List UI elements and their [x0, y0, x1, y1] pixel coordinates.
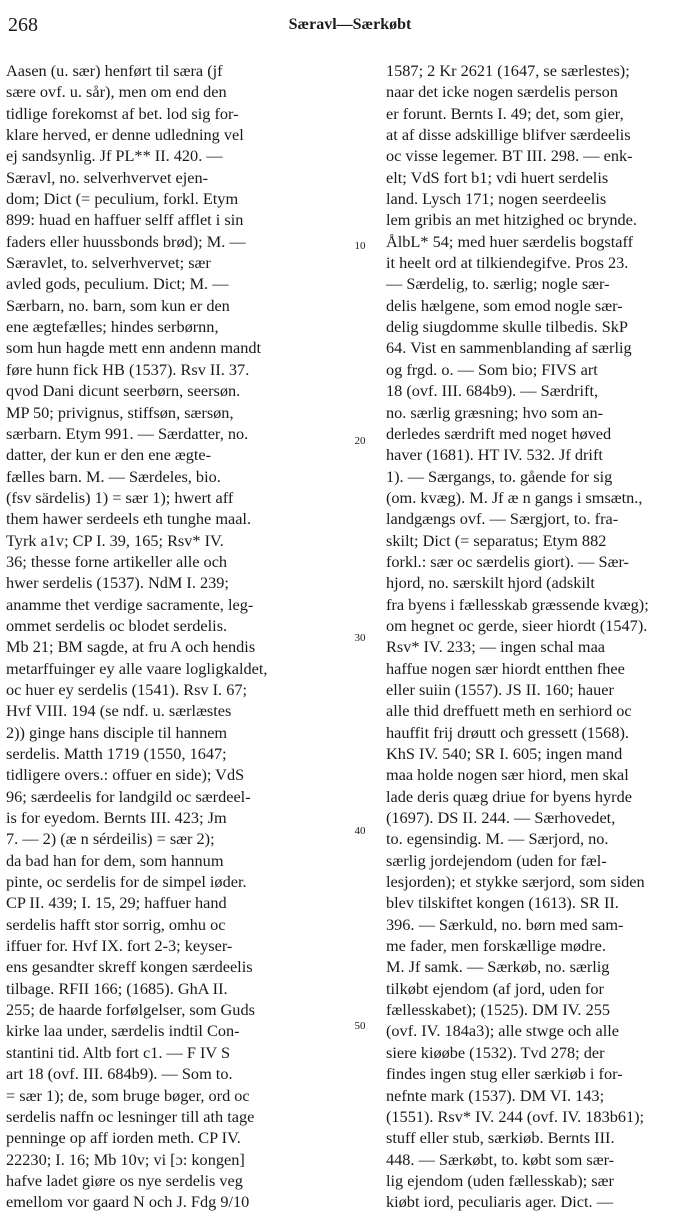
text-line: 899: huad en haffuer selff afflet i sin — [6, 210, 244, 230]
text-line: fra byens i fællesskab græssende kvæg); — [386, 594, 649, 614]
text-line: = sær 1); de, som bruge bøger, ord oc — [6, 1085, 250, 1105]
text-line: da bad han for dem, som hannum — [6, 850, 224, 870]
text-line: forkl.: sær oc særdelis giort). — Sær- — [386, 551, 629, 571]
text-line: KhS IV. 540; SR I. 605; ingen mand — [386, 744, 623, 763]
text-line: pinte, oc serdelis for de simpel iøder. — [6, 872, 247, 892]
text-line: at af disse adskillige blifver særdeelis — [386, 125, 631, 145]
text-line: Særbarn, no. barn, som kun er den — [6, 295, 230, 315]
text-line: dom; Dict (= peculium, forkl. Etym — [6, 189, 239, 209]
text-line: alle thid dreffuett meth en serhiord oc — [386, 701, 632, 721]
text-line: særbarn. Etym 991. — Særdatter, no. — [6, 423, 249, 443]
text-line: iffuer for. Hvf IX. fort 2-3; keyser- — [6, 936, 233, 956]
text-line: me fader, men forskællige mødre. — [386, 936, 606, 956]
text-line: findes ingen stug eller særkiøb i for- — [386, 1064, 623, 1084]
text-line: (om. kvæg). M. Jf æ n gangs i smsætn., — [386, 487, 643, 507]
text-line: it heelt ord at tilkiendegifve. Pros 23. — [386, 253, 629, 273]
text-line: delig siugdomme skulle tilbedis. SkP — [386, 317, 628, 337]
text-line: kiøbt iord, peculiaris ager. Dict. — — [386, 1192, 613, 1212]
text-line: penninge op aff iorden meth. CP IV. — [6, 1128, 241, 1148]
text-line: og frgd. o. — Som bio; FIVS art — [386, 359, 598, 379]
running-head: Særavl—Særkøbt — [288, 16, 412, 33]
text-line: lem gribis an met hitzighed oc brynde. — [386, 210, 637, 230]
text-line: lig ejendom (uden fællesskab); sær — [386, 1170, 614, 1190]
text-line: metarffuinger ey alle vaare logligkaldet, — [6, 658, 268, 678]
text-line: elt; VdS fort b1; vdi huert serdelis — [386, 167, 609, 187]
text-line: hafve ladet giøre os nye serdelis veg — [6, 1170, 243, 1190]
text-line: klare herved, er denne udledning vel — [6, 125, 244, 145]
text-line: eller suiin (1557). JS II. 160; hauer — [386, 679, 614, 699]
text-line: (1551). Rsv* IV. 244 (ovf. IV. 183b61); — [386, 1106, 645, 1126]
text-line: — Særdelig, to. særlig; nogle sær- — [386, 274, 610, 294]
text-line: no. særlig græsning; hvo som an- — [386, 402, 604, 422]
text-line: serdelis hafft stor sorrig, omhu oc — [6, 914, 226, 934]
text-line: ens gesandter skreff kongen særdeelis — [6, 957, 253, 977]
text-line: derledes særdrift med noget høved — [386, 423, 612, 443]
text-line: 448. — Særkøbt, to. købt som sær- — [386, 1149, 615, 1169]
text-line: nefnte mark (1537). DM VI. 143; — [386, 1085, 605, 1105]
text-line: siere kiøøbe (1532). Tvd 278; der — [386, 1042, 605, 1062]
text-line: stuff eller stub, særkiøb. Bernts III. — [386, 1128, 615, 1148]
text-line: 1587; 2 Kr 2621 (1647, se særlestes); — [386, 61, 630, 80]
page-number: 268 — [8, 14, 38, 36]
text-line: emellom vor gaard N och J. Fdg 9/10 — [6, 1192, 250, 1212]
text-line: Hvf VIII. 194 (se ndf. u. særlæstes — [6, 701, 232, 721]
text-line: om hegnet oc gerde, sieer hiordt (1547). — [386, 615, 648, 635]
text-line: maa holde nogen sær hiord, men skal — [386, 765, 629, 785]
text-line: (fsv särdelis) 1) = sær 1); hwert aff — [6, 487, 234, 507]
text-line: avled gods, peculium. Dict; M. — — [6, 274, 229, 294]
line-number: 30 — [354, 632, 366, 644]
text-line: ÅlbL* 54; med huer særdelis bogstaff — [386, 231, 634, 251]
text-line: 7. — 2) (æ n sérdeilis) = sær 2); — [6, 829, 215, 849]
text-line: kirke laa under, særdelis indtil Con- — [6, 1021, 240, 1041]
text-line: 396. — Særkuld, no. børn med sam- — [386, 914, 624, 934]
text-line: naar det icke nogen særdelis person — [386, 82, 618, 102]
text-line: 64. Vist en sammenblanding af særlig — [386, 338, 632, 358]
text-line: oc huer ey serdelis (1541). Rsv I. 67; — [6, 679, 247, 699]
text-line: 96; særdeelis for landgild oc særdeel- — [6, 786, 251, 806]
text-line: qvod Dani dicunt seerbørn, seersøn. — [6, 381, 241, 401]
text-line: blev tilskiftet kongen (1613). SR II. — [386, 893, 619, 913]
text-line: tilkøbt ejendom (af jord, uden for — [386, 978, 604, 998]
text-line: delis hælgene, som emod nogle sær- — [386, 295, 623, 315]
text-line: datter, der kun er den ene ægte- — [6, 445, 212, 465]
text-line: 255; de haarde forfølgelser, som Guds — [6, 1000, 255, 1020]
text-line: lesjorden); et stykke særjord, som siden — [386, 872, 645, 892]
text-line: hjord, no. særskilt hjord (adskilt — [386, 573, 595, 593]
text-line: Særavl, no. selverhvervet ejen- — [6, 167, 209, 187]
text-line: land. Lysch 171; nogen seerdeelis — [386, 189, 607, 209]
line-number: 50 — [354, 1020, 366, 1032]
page-header — [8, 10, 692, 36]
text-line: fælles barn. M. — Særdeles, bio. — [6, 466, 221, 486]
text-line: føre hunn fick HB (1537). Rsv II. 37. — [6, 359, 250, 379]
text-line: tilbage. RFII 166; (1685). GhA II. — [6, 978, 228, 998]
text-line: 18 (ovf. III. 684b9). — Særdrift, — [386, 381, 599, 401]
text-line: Særavlet, to. selverhvervet; sær — [6, 253, 211, 273]
text-line: fællesskabet); (1525). DM IV. 255 — [386, 1000, 610, 1020]
text-line: MP 50; privignus, stiffsøn, særsøn, — [6, 402, 234, 422]
text-line: Aasen (u. sær) henført til særa (jf — [6, 61, 223, 80]
text-line: særlig jordejendom (uden for fæl- — [386, 850, 607, 870]
text-line: 2)) ginge hans disciple til hannem — [6, 722, 228, 742]
text-line: som hun hagde mett enn andenn mandt — [6, 338, 262, 358]
text-line: haffue nogen sær hiordt entthen fhee — [386, 658, 625, 678]
text-line: (1697). DS II. 244. — Særhovedet, — [386, 808, 616, 828]
line-number: 10 — [354, 240, 366, 252]
text-line: is for eyedom. Bernts III. 423; Jm — [6, 808, 227, 828]
text-line: (ovf. IV. 184a3); alle stwge och alle — [386, 1021, 619, 1041]
text-line: oc visse legemer. BT III. 298. — enk- — [386, 146, 633, 166]
text-line: ej sandsynlig. Jf PL** II. 420. — — [6, 146, 223, 166]
left-column — [6, 60, 334, 1213]
text-line: Rsv* IV. 233; — ingen schal maa — [386, 637, 606, 657]
text-line: skilt; Dict (= separatus; Etym 882 — [386, 530, 607, 550]
text-line: Mb 21; BM sagde, at fru A och hendis — [6, 637, 256, 657]
text-line: ene ægtefælles; hindes serbørnn, — [6, 317, 219, 337]
text-line: hauffit frij drøutt och gressett (1568). — [386, 722, 629, 742]
text-line: art 18 (ovf. III. 684b9). — Som to. — [6, 1064, 233, 1084]
text-line: 22230; I. 16; Mb 10v; vi [ɔ: kongen] — [6, 1149, 245, 1169]
text-line: faders eller huussbonds brød); M. — — [6, 231, 246, 251]
text-line: anamme thet verdige sacramente, leg- — [6, 594, 254, 614]
text-line: serdelis. Matth 1719 (1550, 1647; — [6, 744, 227, 763]
text-line: to. egensindig. M. — Særjord, no. — [386, 829, 609, 849]
text-line: M. Jf samk. — Særkøb, no. særlig — [386, 957, 610, 977]
text-line: lade deris quæg driue for byens hyrde — [386, 786, 632, 806]
text-line: serdelis naffn oc lesninger till ath tage — [6, 1106, 255, 1126]
text-line: tidlige forekomst af bet. lod sig for- — [6, 103, 239, 123]
line-number: 40 — [354, 825, 366, 837]
text-line: er forunt. Bernts I. 49; det, som gier, — [386, 103, 624, 123]
text-line: hwer serdelis (1537). NdM I. 239; — [6, 573, 229, 593]
right-column — [386, 60, 692, 1213]
text-line: Tyrk a1v; CP I. 39, 165; Rsv* IV. — [6, 530, 224, 550]
text-line: 1). — Særgangs, to. gående for sig — [386, 466, 613, 486]
text-line: stantini tid. Altb fort c1. — F IV S — [6, 1042, 231, 1062]
text-line: them hawer serdeels eth tunghe maal. — [6, 509, 252, 529]
text-line: CP II. 439; I. 15, 29; haffuer hand — [6, 893, 227, 913]
line-number: 20 — [354, 435, 366, 447]
text-line: haver (1681). HT IV. 532. Jf drift — [386, 445, 603, 465]
text-line: ommet serdelis oc blodet serdelis. — [6, 615, 228, 635]
text-line: landgængs ovf. — Særgjort, to. fra- — [386, 509, 619, 529]
text-line: sære ovf. u. sår), men om end den — [6, 82, 227, 102]
text-line: tidligere overs.: offuer en side); VdS — [6, 765, 245, 785]
text-line: 36; thesse forne artikeller alle och — [6, 551, 228, 571]
